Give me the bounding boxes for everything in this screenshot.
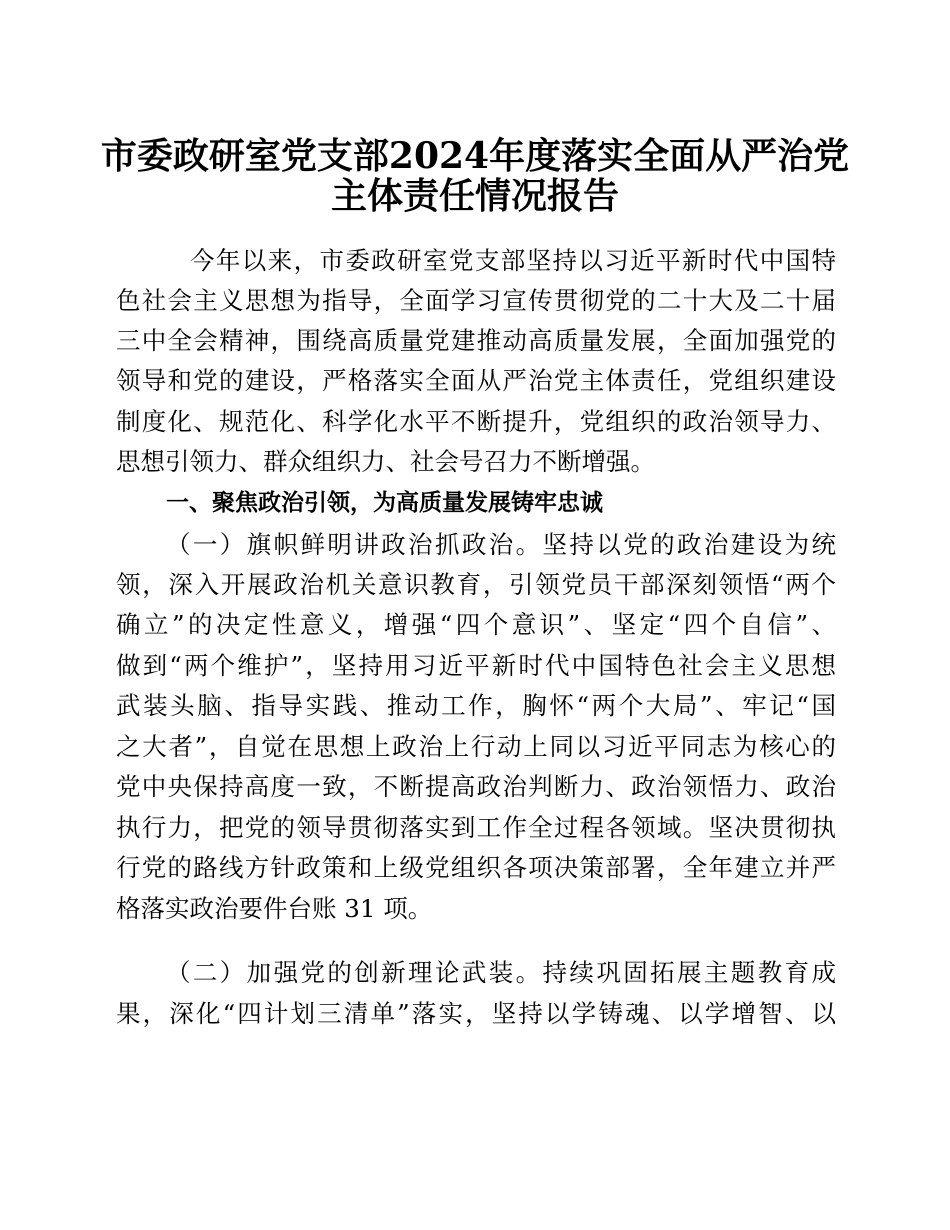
para2-line-1: （二）加强党的创新理论武装。持续巩固拓展主题教育成 [166, 958, 836, 987]
para1-line-10: 格落实政治要件台账 31 项。 [116, 894, 433, 923]
intro-line-4: 领导和党的建设，严格落实全面从严治党主体责任，党组织建设 [116, 366, 836, 395]
para1-line-8: 执行力，把党的领导贯彻落实到工作全过程各领域。坚决贯彻执 [116, 813, 836, 842]
para1-line-7: 党中央保持高度一致，不断提高政治判断力、政治领悟力、政治 [116, 772, 836, 801]
intro-line-3: 三中全会精神，围绕高质量党建推动高质量发展，全面加强党的 [116, 326, 836, 355]
para1-line-9: 行党的路线方针政策和上级党组织各项决策部署，全年建立并严 [116, 853, 836, 882]
para2-line-2: 果，深化“四计划三清单”落实，坚持以学铸魂、以学增智、以 [116, 999, 836, 1028]
para1-line-6: 之大者”，自觉在思想上政治上行动上同以习近平同志为核心的 [116, 732, 836, 761]
para1-line-5: 武装头脑、指导实践、推动工作，胸怀“两个大局”、牢记“国 [116, 691, 836, 720]
intro-line-6: 思想引领力、群众组织力、社会号召力不断增强。 [116, 447, 655, 476]
para1-line-1: （一）旗帜鲜明讲政治抓政治。坚持以党的政治建设为统 [166, 530, 836, 559]
document-title-line-2: 主体责任情况报告 [330, 175, 619, 217]
intro-line-5: 制度化、规范化、科学化水平不断提升，党组织的政治领导力、 [116, 407, 836, 436]
intro-line-2: 色社会主义思想为指导，全面学习宣传贯彻党的二十大及二十届 [116, 286, 836, 315]
para1-line-3: 确立”的决定性意义，增强“四个意识”、坚定“四个自信”、 [116, 610, 836, 639]
para1-line-2: 领，深入开展政治机关意识教育，引领党员干部深刻领悟“两个 [116, 570, 836, 599]
document-title-line-1: 市委政研室党支部2024年度落实全面从严治党 [100, 135, 850, 177]
intro-line-1: 今年以来，市委政研室党支部坚持以习近平新时代中国特 [190, 246, 836, 275]
para1-line-4: 做到“两个维护”，坚持用习近平新时代中国特色社会主义思想 [116, 651, 836, 680]
section-heading-1: 一、聚焦政治引领，为高质量发展铸牢忠诚 [166, 490, 603, 516]
